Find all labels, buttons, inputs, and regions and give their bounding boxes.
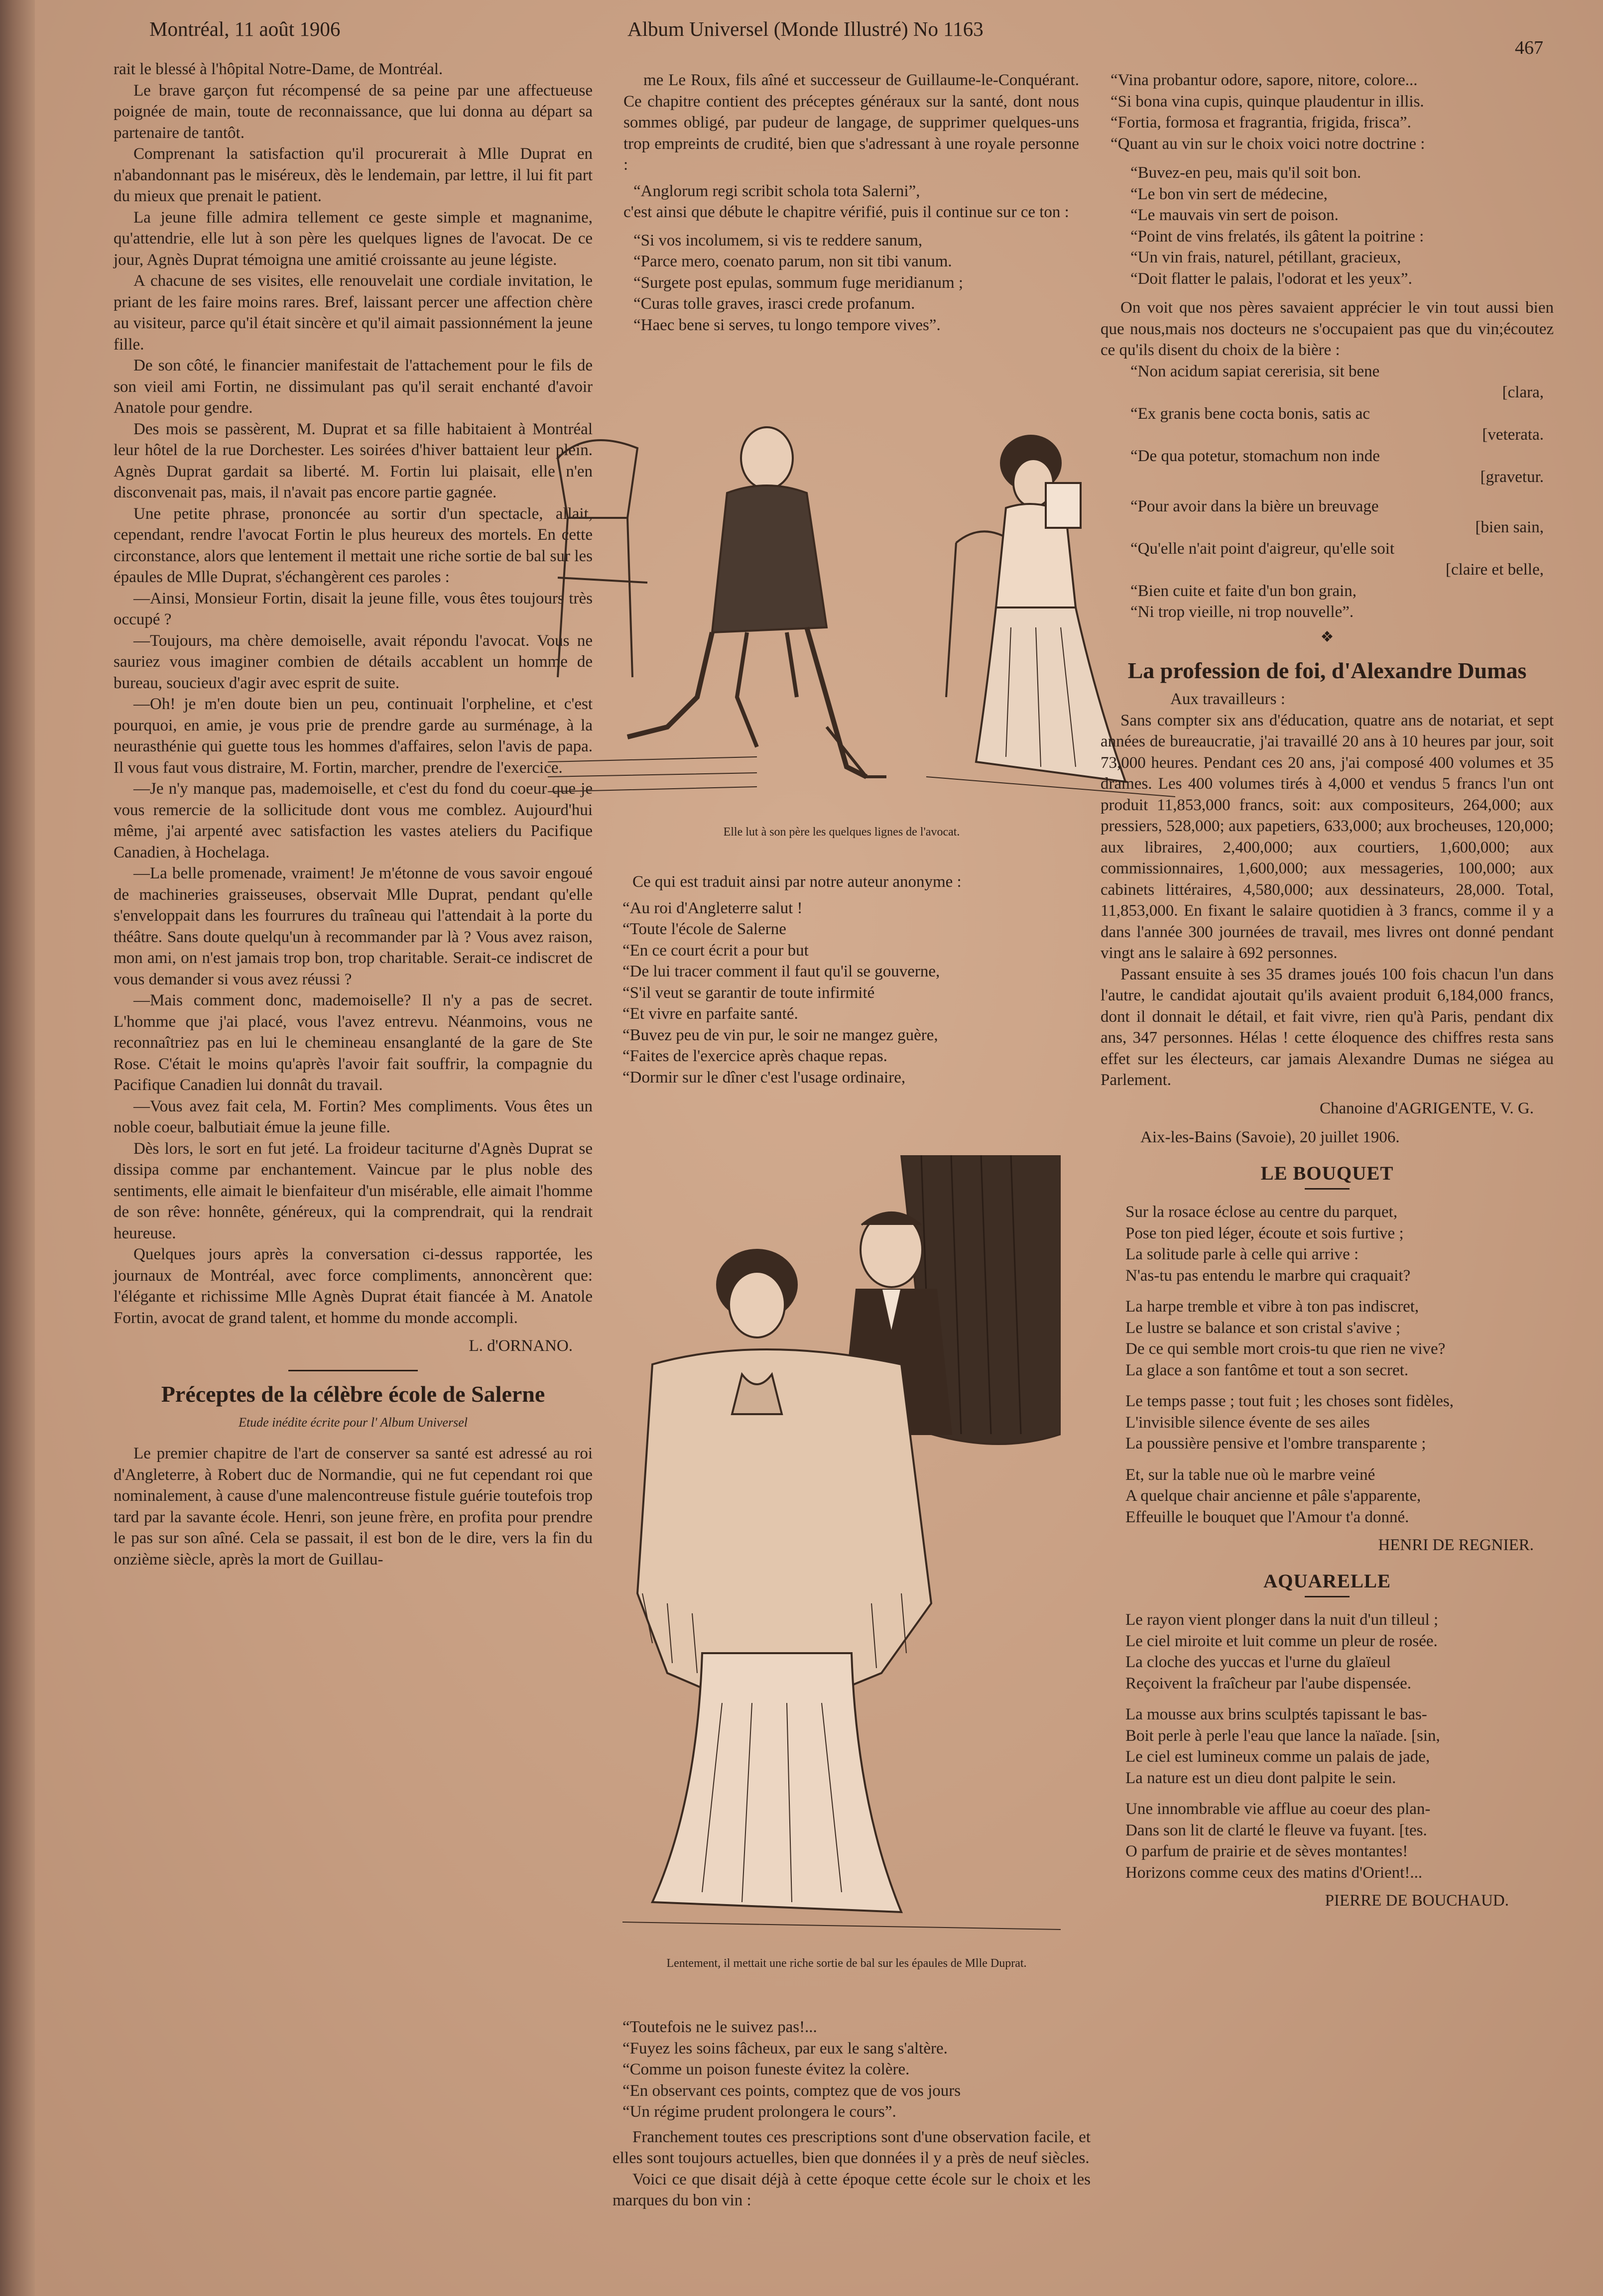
salerne-title: Préceptes de la célèbre école de Salerne <box>161 1381 545 1407</box>
poem-line: N'as-tu pas entendu le marbre qui craquait? <box>1125 1266 1411 1285</box>
poem-line: La cloche des yuccas et l'urne du glaïeul <box>1125 1653 1391 1671</box>
story-paragraph: —Ainsi, Monsieur Fortin, disait la jeune fille, vous êtes toujours très occupé ? <box>114 589 593 628</box>
verse-line: “Toute l'école de Salerne <box>622 920 786 938</box>
title-rule <box>1305 1596 1350 1597</box>
caption-illustration-1: Elle lut à son père les quelques lignes de l'avocat. <box>723 826 960 839</box>
verse-line: “Bien cuite et faite d'un bon grain, <box>1130 582 1357 600</box>
divider <box>288 1370 418 1371</box>
bouquet-title: LE BOUQUET <box>1260 1162 1394 1184</box>
story-signature: L. d'ORNANO. <box>469 1337 573 1355</box>
dumas-paragraph-1: Sans compter six ans d'éducation, quatre ans de notariat, et sept années de bureaucratie, j'ai travaillé 20 ans à 10 heures par jour, soit 73,000 heures. Pendant ces 20 ans, j'ai composé 400 volumes et 35 drames. Les 400 volumes tirés à 4,000 et vendus 5 francs l'un ont produit 11,853,000 francs, soit: aux compositeurs, 264,000; aux pressiers, 528,000; aux papetiers, 633,000; aux brocheuses, 120,000; aux libraires, 2,400,000; aux courtiers, 1,600,000; aux commissionnaires, 1,600,000; aux messageries, 100,000; aux cabinets littéraires, 4,580,000; aux dessinateurs, 28,000. Total, 11,853,000. En fixant le salaire quotidien à 3 francs, comme il y a dans l'année 300 journées de travail, mes livres ont donné pendant vingt ans le salaire à 692 personnes. <box>1101 711 1554 962</box>
story-paragraph: —Mais comment donc, mademoiselle? Il n'y a pas de secret. L'homme que j'ai placé, vous l'avez entrevu. Néanmoins, vous ne reconnaîtriez pas en lui le chemineau ensanglanté de la gare de Ste Rose. C'était le moins qu'après l'avoir fait souffrir, la compagnie du Pacifique Canadien lui donnât du travail. <box>114 991 593 1094</box>
verse-line: “De lui tracer comment il faut qu'il se gouverne, <box>622 963 940 980</box>
verse-line: “Buvez peu de vin pur, le soir ne mangez guère, <box>622 1026 938 1044</box>
verse-line: “En observant ces points, comptez que de vos jours <box>622 2081 961 2100</box>
verse-line: “Parce mero, coenato parum, non sit tibi vanum. <box>633 252 952 270</box>
verse-line: “Un régime prudent prolongera le cours”. <box>622 2103 896 2121</box>
dumas-signature: Chanoine d'AGRIGENTE, V. G. <box>1319 1099 1534 1117</box>
verse-line: “Au roi d'Angleterre salut ! <box>622 899 803 917</box>
poem-line: Dans son lit de clarté le fleuve va fuyant. [tes. <box>1125 1821 1427 1839</box>
verse-line: “S'il veut se garantir de toute infirmité <box>622 983 875 1002</box>
poem-line <box>1101 1694 1554 1704</box>
verse-line: “En ce court écrit a pour but <box>622 941 809 960</box>
header-date: Montréal, 11 août 1906 <box>149 17 341 40</box>
story-paragraph: Le brave garçon fut récompensé de sa peine par une affectueuse poignée de main, toute de reconnaissance, que lui donna au départ sa partenaire de tantôt. <box>114 81 593 142</box>
illustration-ball-cloak <box>622 1155 1061 1937</box>
col2-paragraph-4: Franchement toutes ces prescriptions sont d'une observation facile, et elles sont toujours actuelles, bien que données il y a près de neuf siècles. <box>613 2128 1091 2167</box>
story-paragraph: A chacune de ses visites, elle renouvelait une cordiale invitation, le priant de les faire moins rares. Bref, laissant percer une affection chère au visiteur, parce qu'il était sincère et qu'il aimait passionnément la jeune fille. <box>114 272 593 354</box>
story-paragraph: Des mois se passèrent, M. Duprat et sa fille habitaient à Montréal leur hôtel de la rue Dorchester. Les soirées d'hiver battaient leur plein. Agnès Duprat gardait sa liberté. M. Fortin lui plaisait, elle n'en disconvenait pas, mais, il n'avait pas encore partie gagnée. <box>114 420 593 501</box>
poem-line: Et, sur la table nue où le marbre veiné <box>1125 1465 1375 1484</box>
poem-line: Horizons comme ceux des matins d'Orient!... <box>1125 1863 1423 1882</box>
verse-line: “Le bon vin sert de médecine, <box>1130 185 1328 203</box>
poem-line: A quelque chair ancienne et pâle s'apparente, <box>1125 1487 1421 1505</box>
poem-line: Le ciel est lumineux comme un palais de jade, <box>1125 1748 1430 1766</box>
verse-line: [veterata. <box>1482 426 1544 444</box>
aquarelle-title: AQUARELLE <box>1263 1570 1391 1592</box>
story-paragraph: —Je n'y manque pas, mademoiselle, et c'est du fond du coeur que je vous remercie de la sollicitude dont vous me comblez. Aujourd'hui même, j'ai arpenté avec satisfaction les vastes ateliers du Pacifique Canadien, à Hochelaga. <box>114 780 593 861</box>
poem-line: La solitude parle à celle qui arrive : <box>1125 1245 1359 1263</box>
poem-line: Sur la rosace éclose au centre du parquet, <box>1125 1203 1398 1221</box>
col2-transition: c'est ainsi que débute le chapitre vérifié, puis il continue sur ce ton : <box>623 203 1069 221</box>
verse-line: “Quant au vin sur le choix voici notre doctrine : <box>1110 134 1425 153</box>
latin-opening: “Anglorum regi scribit schola tota Salerni”, <box>633 182 920 200</box>
section-ornament: ❖ <box>1320 628 1334 645</box>
wine-latin-verses <box>1101 70 1554 154</box>
verse-line: “Fortia, formosa et fragrantia, frigida, frisca”. <box>1110 114 1411 131</box>
verse-line: [clara, <box>1502 383 1544 401</box>
story-paragraph: —Toujours, ma chère demoiselle, avait répondu l'avocat. Vous ne sauriez vous imaginer combien de détails accablent un homme de bureau, soucieux d'agir avec esprit de suite. <box>114 631 593 692</box>
col2-paragraph-5: Voici ce que disait déjà à cette époque cette école sur le choix et les marques du bon vin : <box>613 2170 1091 2209</box>
beer-french-verses <box>1101 496 1554 623</box>
salerne-subtitle: Etude inédite écrite pour l' Album Universel <box>239 1415 468 1430</box>
column-1 <box>114 59 593 2270</box>
verse-line: “De qua potetur, stomachum non inde <box>1130 447 1380 465</box>
story-paragraph: rait le blessé à l'hôpital Notre-Dame, de Montréal. <box>114 60 443 78</box>
column-2-top <box>623 70 1079 336</box>
latin-verses <box>623 230 1079 336</box>
dumas-paragraph-2: Passant ensuite à ses 35 drames joués 100 fois chacun l'un dans l'autre, le candidat ajoutait qu'ils avaient produit 6,184,000 francs, dont il donnait le détail, et fait vivre, rien qu'à Paris, pendant dix ans, 347 personnes. Hélas ! cette éloquence des chiffres resta sans effet sur les électeurs, car jamais Alexandre Dumas ne siégea au Parlement. <box>1101 965 1554 1089</box>
poem-line <box>1101 1381 1554 1391</box>
french-verses <box>613 898 1091 1088</box>
poem-line: Le ciel miroite et luit comme un pleur de rosée. <box>1125 1632 1438 1650</box>
poem-line <box>1101 1454 1554 1464</box>
poem-line <box>1101 1286 1554 1296</box>
poem-line: Reçoivent la fraîcheur par l'aube dispensée. <box>1125 1674 1412 1692</box>
verse-line: “Comme un poison funeste évitez la colère. <box>622 2060 910 2078</box>
verse-line: “Le mauvais vin sert de poison. <box>1130 206 1339 224</box>
wine-french-verses <box>1101 162 1554 289</box>
story-paragraph: Comprenant la satisfaction qu'il procurerait à Mlle Duprat en n'abandonnant pas le miséreux, dès le lendemain, par lettre, il lui fit part du mieux que prenait le patient. <box>114 145 593 205</box>
verse-line: “Fuyez les soins fâcheux, par eux le sang s'altère. <box>622 2039 948 2057</box>
aquarelle-signature: PIERRE DE BOUCHAUD. <box>1325 1892 1509 1910</box>
title-rule <box>1305 1188 1350 1190</box>
story-paragraph: La jeune fille admira tellement ce geste simple et magnanime, qu'attendrie, elle lut à son père les quelques lignes de l'avocat. De ce jour, Agnès Duprat témoigna une amitié croissante au jeune légiste. <box>114 208 593 269</box>
verse-line: “Dormir sur le dîner c'est l'usage ordinaire, <box>622 1068 906 1087</box>
story-paragraph: De son côté, le financier manifestait de l'attachement pour le fils de son vieil ami Fortin, ne dissimulant pas qu'il serait enchanté d'avoir Anatole pour gendre. <box>114 357 593 417</box>
story-paragraph: —Vous avez fait cela, M. Fortin? Mes compliments. Vous êtes un noble coeur, balbutiait émue la jeune fille. <box>114 1097 593 1136</box>
header-publication: Album Universel (Monde Illustré) No 1163 <box>627 17 984 40</box>
verse-line: “Et vivre en parfaite santé. <box>622 1005 798 1023</box>
dumas-title: La profession de foi, d'Alexandre Dumas <box>1127 658 1527 683</box>
poem-line: Effeuille le bouquet que l'Amour t'a donné. <box>1125 1508 1409 1526</box>
col2-intro: me Le Roux, fils aîné et successeur de Guillaume-le-Conquérant. Ce chapitre contient des préceptes généraux sur la santé, dont nous sommes obligé, par pudeur de langage, de supprimer quelques-uns trop empreints de crudité, bien que s'adressant à une royale personne : <box>623 71 1079 174</box>
poem-line: L'invisible silence évente de ses ailes <box>1125 1413 1370 1432</box>
poem-line: La nature est un dieu dont palpite le sein. <box>1125 1769 1396 1787</box>
verse-line: “Toutefois ne le suivez pas!... <box>622 2018 817 2036</box>
verse-line: “Buvez-en peu, mais qu'il soit bon. <box>1130 164 1361 182</box>
column-3 <box>1101 70 1554 1912</box>
verse-line: “Doit flatter le palais, l'odorat et les yeux”. <box>1130 269 1412 288</box>
column-2-bottom <box>613 2017 1091 2211</box>
poem-line: Boit perle à perle l'eau que lance la naïade. [sin, <box>1125 1726 1440 1745</box>
poem-line: La harpe tremble et vibre à ton pas indiscret, <box>1125 1298 1419 1316</box>
illustration-father-daughter <box>548 418 1175 817</box>
verse-line: “Ni trop vieille, ni trop nouvelle”. <box>1130 603 1354 621</box>
bouquet-signature: HENRI DE REGNIER. <box>1378 1536 1534 1554</box>
story-paragraph: Quelques jours après la conversation ci-dessus rapportée, les journaux de Montréal, avec force compliments, annoncèrent que: l'élégante et richissime Mlle Agnès Duprat était fiancée à M. Anatole Fortin, avocat de grand talent, et homme du monde accompli. <box>114 1245 593 1327</box>
translation-intro: Ce qui est traduit ainsi par notre auteur anonyme : <box>632 873 962 891</box>
column-2-middle <box>613 871 1091 1088</box>
verse-line: [gravetur. <box>1480 468 1544 486</box>
story-paragraph: Une petite phrase, prononcée au sortir d'un spectacle, allait, cependant, rendre l'avocat Fortin le plus heureux des mortels. En cette circonstance, alors que lentement il mettait une riche sortie de bal sur les épaules de Mlle Duprat, s'échangèrent ces paroles : <box>114 504 593 586</box>
verse-line: “Curas tolle graves, irasci crede profanum. <box>633 295 915 313</box>
poem-line: La poussière pensive et l'ombre transparente ; <box>1125 1435 1426 1452</box>
verse-line: “Un vin frais, naturel, pétillant, gracieux, <box>1130 248 1401 266</box>
page-header <box>144 17 1558 58</box>
poem-line: La mousse aux brins sculptés tapissant le bas- <box>1125 1705 1427 1723</box>
poem-line: Le rayon vient plonger dans la nuit d'un tilleul ; <box>1125 1611 1439 1629</box>
verse-line: “Surgete post epulas, sommum fuge meridianum ; <box>633 273 964 292</box>
poem-line: Pose ton pied léger, écoute et sois furtive ; <box>1125 1224 1404 1242</box>
bouquet-poem <box>1101 1202 1554 1528</box>
verse-line: “Pour avoir dans la bière un breuvage <box>1130 497 1379 515</box>
poem-line: O parfum de prairie et de sèves montantes! <box>1125 1842 1408 1860</box>
poem-line: Une innombrable vie afflue au coeur des plan- <box>1125 1800 1431 1818</box>
page-number: 467 <box>1515 37 1543 58</box>
verse-line: “Faites de l'exercice après chaque repas. <box>622 1047 887 1065</box>
verse-line: “Haec bene si serves, tu longo tempore vives”. <box>633 316 941 334</box>
story-paragraph: —La belle promenade, vraiment! Je m'étonne de vous savoir engoué de machineries graisseuses, observait Mlle Duprat, pendant qu'elle s'enveloppait dans les fourrures du traîneau qui l'attendait à la porte du théâtre. Sans doute quelqu'un à recommander par là ? Vous avez raison, mon ami, on n'est jamais trop bon, trop charitable. Serait-ce indiscret de vous demander si vous avez réussi ? <box>114 864 593 988</box>
verse-line: “Point de vins frelatés, ils gâtent la poitrine : <box>1130 227 1424 245</box>
story-paragraph: Dès lors, le sort en fut jeté. La froideur taciturne d'Agnès Duprat se dissipa comme par enchantement. Vaincue par le plus noble des sentiments, elle aimait le bienfaiteur d'un misérable, elle aimait l'homme de son rêve: honnête, généreux, qui la comprendrait, qui la rendrait heureuse. <box>114 1139 593 1242</box>
beer-latin-verses <box>1101 361 1554 488</box>
verse-line: “Qu'elle n'ait point d'aigreur, qu'elle soit <box>1130 539 1395 558</box>
caption-illustration-2: Lentement, il mettait une riche sortie de bal sur les épaules de Mlle Duprat. <box>666 1957 1027 1970</box>
page-binding-edge <box>0 0 35 2296</box>
poem-line <box>1101 1789 1554 1799</box>
story-text <box>114 59 593 1329</box>
poem-line: Le temps passe ; tout fuit ; les choses sont fidèles, <box>1125 1392 1454 1410</box>
verse-line: “Si vos incolumem, si vis te reddere sanum, <box>633 231 923 249</box>
verse-line: “Non acidum sapiat cererisia, sit bene <box>1130 362 1380 380</box>
french-verses-2 <box>613 2017 1091 2123</box>
story-paragraph: —Oh! je m'en doute bien un peu, continuait l'orpheline, et c'est pourquoi, en amie, je vous prie de prendre garde au surménage, à la neurasthénie qui guette tous les hommes d'affaires, selon l'avis de papa. Il vous faut vous distraire, M. Fortin, marcher, prendre de l'exercice. <box>114 695 593 777</box>
poem-line: Le lustre se balance et son cristal s'avive ; <box>1125 1319 1401 1337</box>
poem-line: De ce qui semble mort crois-tu que rien ne vive? <box>1125 1340 1446 1358</box>
dumas-intro: Aux travailleurs : <box>1170 690 1285 708</box>
verse-line: [claire et belle, <box>1446 561 1544 579</box>
salerne-paragraph: Le premier chapitre de l'art de conserver sa santé est adressé au roi d'Angleterre, à Robert duc de Normandie, qui ne fut cependant roi que nominalement, à cause d'une malencontreuse fistule guérie toutefois trop tard par la savante école. Henri, son jeune frère, en profita pour prendre le pas sur son aîné. Cela se passait, il est bon de le dire, vers la fin du onzième siècle, après la mort de Guillau- <box>114 1445 593 1569</box>
beer-intro: On voit que nos pères savaient apprécier le vin tout aussi bien que nous,mais nos docteurs ne s'occupaient pas que du vin;écoutez ce qu'ils disent du choix de la bière : <box>1101 299 1554 359</box>
aquarelle-poem <box>1101 1609 1554 1883</box>
poem-line: La glace a son fantôme et tout a son secret. <box>1125 1361 1409 1379</box>
verse-line: “Ex granis bene cocta bonis, satis ac <box>1130 404 1370 423</box>
verse-line: “Si bona vina cupis, quinque plaudentur in illis. <box>1110 92 1424 111</box>
verse-line: [bien sain, <box>1475 518 1544 536</box>
verse-line: “Vina probantur odore, sapore, nitore, colore... <box>1110 71 1418 89</box>
dumas-place-date: Aix-les-Bains (Savoie), 20 juillet 1906. <box>1140 1128 1400 1146</box>
